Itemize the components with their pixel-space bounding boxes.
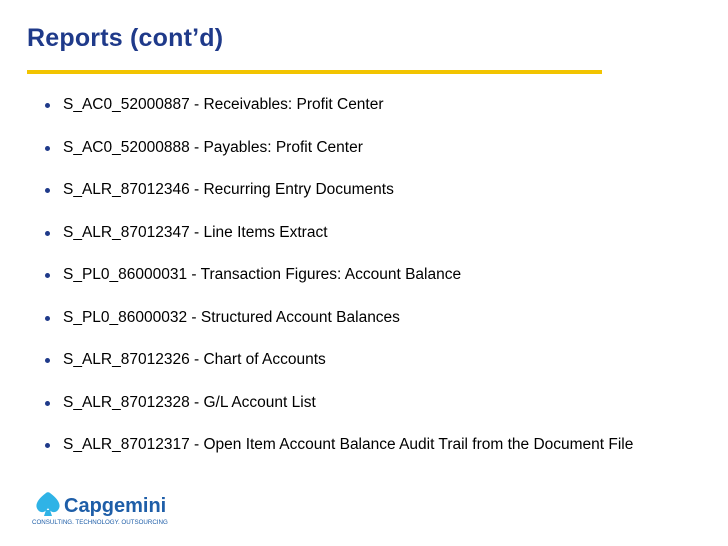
list-item xyxy=(45,309,645,327)
bullet-icon xyxy=(45,443,50,448)
list-item xyxy=(45,436,645,454)
list-item-text: S_ALR_87012346 - Recurring Entry Documents xyxy=(63,181,394,198)
logo-name: Capgemini xyxy=(64,495,167,517)
bullet-icon xyxy=(45,231,50,236)
bullet-icon xyxy=(45,188,50,193)
capgemini-logo-mark xyxy=(32,490,192,530)
list-item xyxy=(45,224,645,242)
list-item xyxy=(45,266,645,284)
list-item xyxy=(45,139,645,157)
bullet-icon xyxy=(45,401,50,406)
page-title: Reports (cont’d) xyxy=(27,24,224,52)
bullet-icon xyxy=(45,316,50,321)
capgemini-logo xyxy=(32,490,192,530)
list-item xyxy=(45,351,645,369)
bullet-icon xyxy=(45,273,50,278)
list-item xyxy=(45,394,645,412)
list-item-text: S_PL0_86000032 - Structured Account Balances xyxy=(63,308,400,326)
list-item-text: S_PL0_86000031 - Transaction Figures: Account Balance xyxy=(63,266,462,283)
list-item-text: S_ALR_87012328 - G/L Account List xyxy=(63,393,316,411)
list-item-text: S_ALR_87012326 - Chart of Accounts xyxy=(63,351,326,368)
list-item-text: S_AC0_52000888 - Payables: Profit Center xyxy=(63,138,363,156)
bullet-icon xyxy=(45,103,50,108)
bullet-icon xyxy=(45,146,50,151)
list-item-text: S_AC0_52000887 - Receivables: Profit Center xyxy=(63,96,384,113)
list-item-text: S_ALR_87012347 - Line Items Extract xyxy=(63,223,328,241)
bullet-icon xyxy=(45,358,50,363)
list-item xyxy=(45,181,645,199)
list-item xyxy=(45,96,645,114)
report-list xyxy=(45,96,645,479)
list-item-text: S_ALR_87012317 - Open Item Account Balance Audit Trail from the Document File xyxy=(63,436,634,453)
title-underline xyxy=(27,70,602,74)
logo-tagline: CONSULTING. TECHNOLOGY. OUTSOURCING xyxy=(32,519,168,526)
